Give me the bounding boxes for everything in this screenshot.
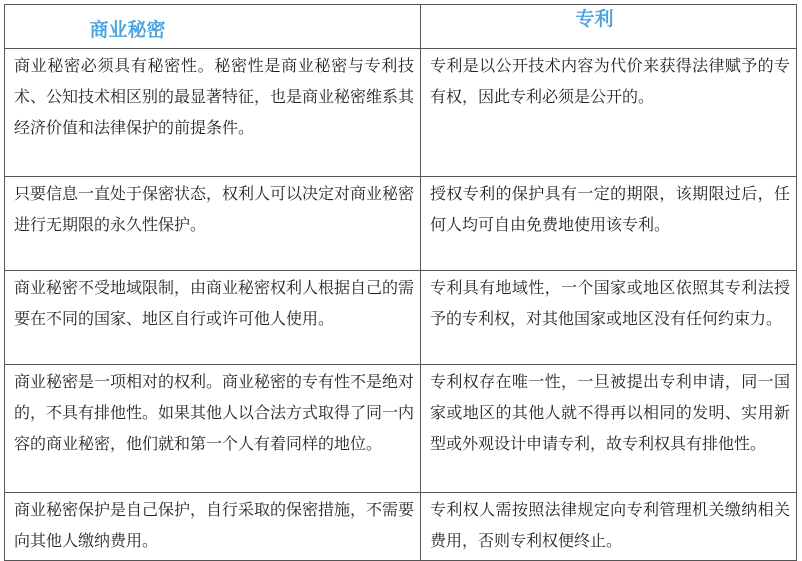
table-row <box>5 49 797 177</box>
table-row <box>5 177 797 271</box>
trade-secret-cell: 只要信息一直处于保密状态，权利人可以决定对商业秘密进行无期限的永久性保护。 <box>5 177 421 271</box>
header-row <box>5 5 797 49</box>
header-trade-secret <box>5 5 421 49</box>
patent-cell: 专利权人需按照法律规定向专利管理机关缴纳相关费用，否则专利权便终止。 <box>421 493 797 561</box>
trade-secret-cell: 商业秘密必须具有秘密性。秘密性是商业秘密与专利技术、公知技术相区别的最显著特征，也是商业秘密维系其经济价值和法律保护的前提条件。 <box>5 49 421 177</box>
patent-cell: 专利具有地域性，一个国家或地区依照其专利法授予的专利权，对其他国家或地区没有任何约束力。 <box>421 271 797 365</box>
table-row <box>5 271 797 365</box>
header-patent <box>421 5 797 49</box>
comparison-table <box>4 4 797 561</box>
trade-secret-cell: 商业秘密不受地域限制，由商业秘密权利人根据自己的需要在不同的国家、地区自行或许可他人使用。 <box>5 271 421 365</box>
header-patent-label: 专利 <box>575 8 614 30</box>
trade-secret-cell: 商业秘密是一项相对的权利。商业秘密的专有性不是绝对的，不具有排他性。如果其他人以合法方式取得了同一内容的商业秘密，他们就和第一个人有着同样的地位。 <box>5 365 421 493</box>
patent-cell: 专利是以公开技术内容为代价来获得法律赋予的专有权，因此专利必须是公开的。 <box>421 49 797 177</box>
table-row <box>5 493 797 561</box>
trade-secret-cell: 商业秘密保护是自己保护，自行采取的保密措施，不需要向其他人缴纳费用。 <box>5 493 421 561</box>
table-row <box>5 365 797 493</box>
header-trade-secret-label: 商业秘密 <box>89 19 166 41</box>
patent-cell: 授权专利的保护具有一定的期限，该期限过后，任何人均可自由免费地使用该专利。 <box>421 177 797 271</box>
patent-cell: 专利权存在唯一性，一旦被提出专利申请，同一国家或地区的其他人就不得再以相同的发明、实用新型或外观设计申请专利，故专利权具有排他性。 <box>421 365 797 493</box>
